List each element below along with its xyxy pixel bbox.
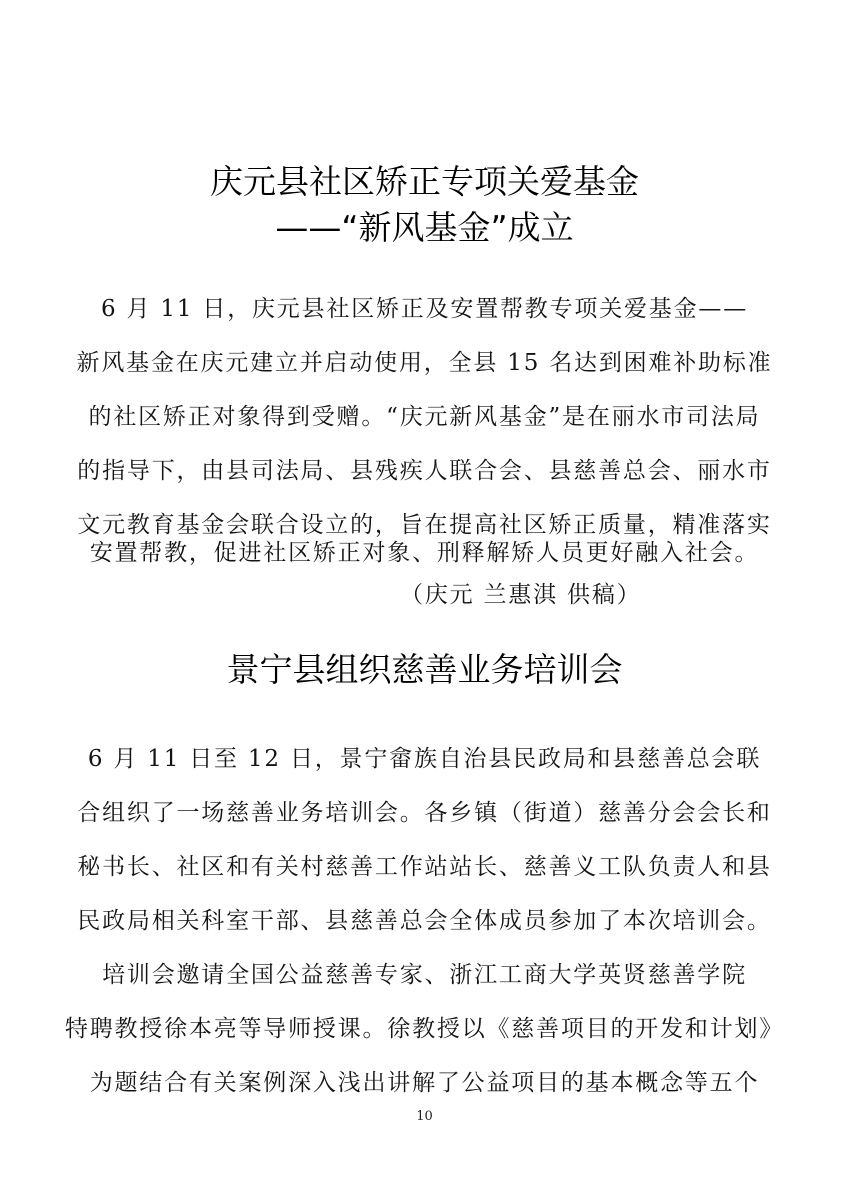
article2-paragraph-line: 6 月 11 日至 12 日，景宁畲族自治县民政局和县慈善总会联 — [87, 746, 762, 772]
article2-paragraph-line: 秘书长、社区和有关村慈善工作站站长、慈善义工队负责人和县 — [77, 854, 772, 880]
article1-title-line1: 庆元县社区矫正专项关爱基金 — [210, 162, 639, 201]
article1-paragraph-line: 的指导下，由县司法局、县残疾人联合会、县慈善总会、丽水市 — [77, 458, 772, 484]
article2-paragraph-line: 特聘教授徐本亮等导师授课。徐教授以《慈善项目的开发和计划》 — [64, 1016, 785, 1042]
article1-paragraph-line: 6 月 11 日，庆元县社区矫正及安置帮教专项关爱基金—— — [100, 296, 749, 322]
article1-credit: （庆元 兰惠淇 供稿） — [400, 582, 642, 608]
article1-paragraph-line: 安置帮教，促进社区矫正对象、刑释解矫人员更好融入社会。 — [89, 540, 760, 566]
page-number: 10 — [416, 1109, 433, 1124]
article1-paragraph-line: 文元教育基金会联合设立的，旨在提高社区矫正质量，精准落实 — [77, 512, 772, 538]
article1-paragraph-line: 的社区矫正对象得到受赠。“庆元新风基金”是在丽水市司法局 — [88, 404, 761, 430]
article2-paragraph-line: 合组织了一场慈善业务培训会。各乡镇（街道）慈善分会会长和 — [77, 800, 772, 826]
article1-paragraph-line: 新风基金在庆元建立并启动使用，全县 15 名达到困难补助标准 — [76, 350, 773, 376]
article1-title-line2: ——“新风基金”成立 — [275, 208, 574, 247]
article2-title: 景宁县组织慈善业务培训会 — [226, 650, 623, 689]
article2-paragraph-line: 为题结合有关案例深入浅出讲解了公益项目的基本概念等五个 — [89, 1070, 760, 1096]
article2-paragraph-line: 培训会邀请全国公益慈善专家、浙江工商大学英贤慈善学院 — [102, 962, 747, 988]
article2-paragraph-line: 民政局相关科室干部、县慈善总会全体成员参加了本次培训会。 — [77, 908, 772, 934]
